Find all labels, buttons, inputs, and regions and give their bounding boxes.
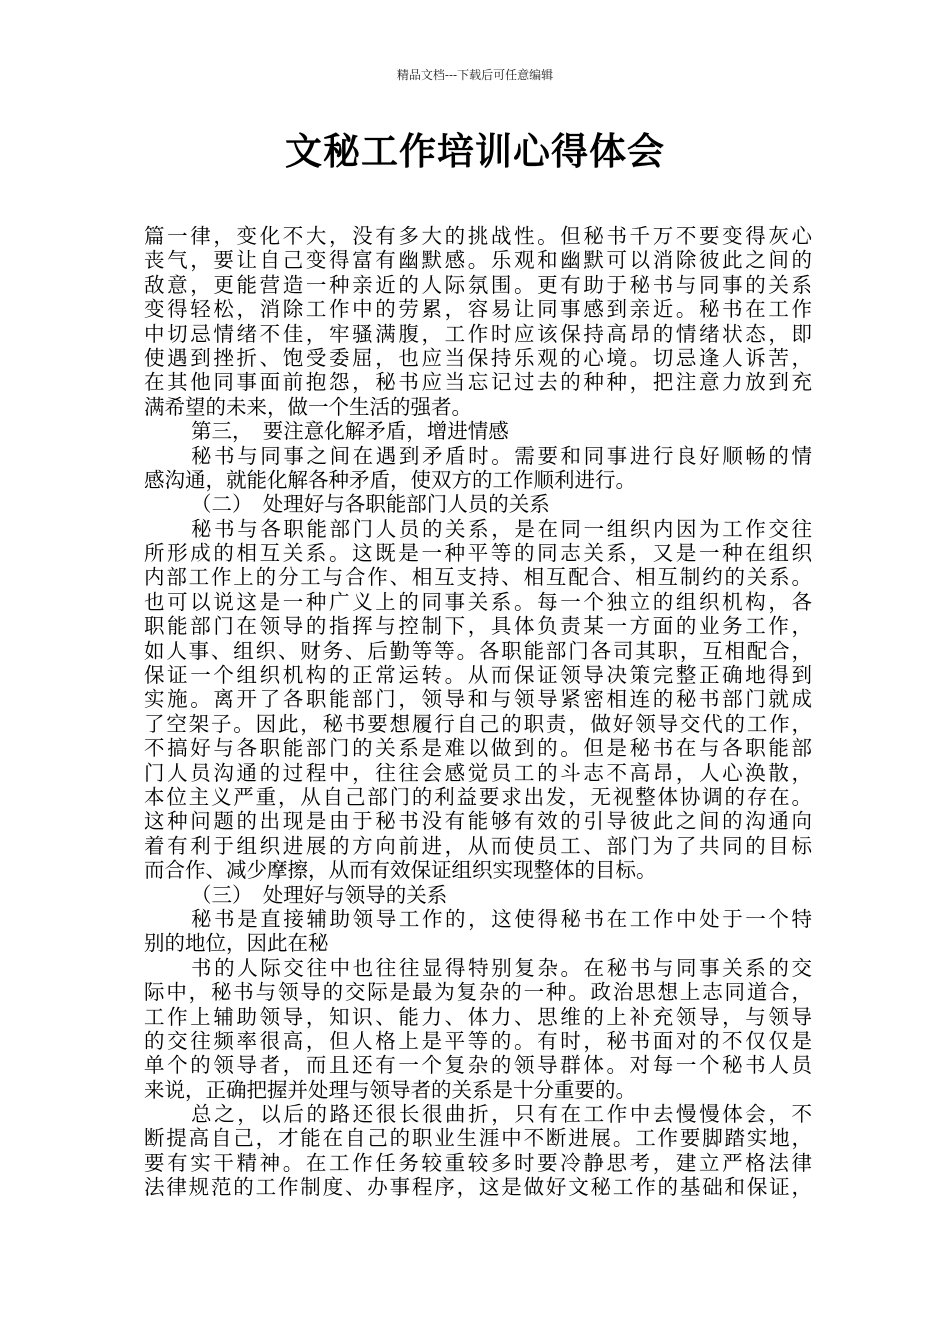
text-line: 际中，秘书与领导的交际是最为复杂的一种。政治思想上志同道合， [144,980,812,1005]
section-heading: （三） 处理好与领导的关系 [191,882,448,907]
text-line: 职能部门在领导的指挥与控制下，具体负责某一方面的业务工作， [144,614,812,639]
section-heading: （二） 处理好与各职能部门人员的关系 [191,492,550,517]
text-line: 如人事、组织、财务、后勤等等。各职能部门各司其职，互相配合， [144,638,812,663]
text-line: 满希望的未来，做一个生活的强者。 [144,394,472,419]
text-line: 中切忌情绪不佳，牢骚满腹，工作时应该保持高昂的情绪状态，即 [144,321,812,346]
document-title: 文秘工作培训心得体会 [285,130,665,173]
text-line: 着有利于组织进展的方向前进，从而使员工、部门为了共同的目标 [144,833,812,858]
text-line: 实施。离开了各职能部门，领导和与领导紧密相连的秘书部门就成 [144,687,812,712]
text-line: 来说，正确把握并处理与领导者的关系是十分重要的。 [144,1077,636,1102]
text-line: 不搞好与各职能部门的关系是难以做到的。但是秘书在与各职能部 [144,736,812,761]
text-line: 法律规范的工作制度、办事程序，这是做好文秘工作的基础和保证， [144,1175,812,1200]
text-line: 使遇到挫折、饱受委屈，也应当保持乐观的心境。切忌逢人诉苦， [144,345,812,370]
text-line: 变得轻松，消除工作中的劳累，容易让同事感到亲近。秘书在工作 [144,297,812,322]
text-line: 丧气，要让自己变得富有幽默感。乐观和幽默可以消除彼此之间的 [144,248,812,273]
text-line: 所形成的相互关系。这既是一种平等的同志关系，又是一种在组织 [144,541,812,566]
text-line: 了空架子。因此，秘书要想履行自己的职责，做好领导交代的工作， [144,711,812,736]
text-line: 秘书与同事之间在遇到矛盾时。需要和同事进行良好顺畅的情 [191,443,812,468]
header-note: 精品文档---下载后可任意编辑 [396,68,554,82]
text-line: 别的地位，因此在秘 [144,931,329,956]
document-body [144,224,812,1200]
text-line: 在其他同事面前抱怨，秘书应当忘记过去的种种，把注意力放到充 [144,370,812,395]
text-line: 要有实干精神。在工作任务较重较多时要冷静思考，建立严格法律 [144,1150,812,1175]
text-line: 秘书与各职能部门人员的关系，是在同一组织内因为工作交往 [191,516,812,541]
text-line: 断提高自己，才能在自己的职业生涯中不断进展。工作要脚踏实地， [144,1126,812,1151]
text-line: 书的人际交往中也往往显得特别复杂。在秘书与同事关系的交 [191,955,812,980]
text-line: 也可以说这是一种广义上的同事关系。每一个独立的组织机构，各 [144,589,812,614]
text-line: 感沟通，就能化解各种矛盾，使双方的工作顺利进行。 [144,467,636,492]
text-line: 的交往频率很高，但人格上是平等的。有时，秘书面对的不仅仅是 [144,1028,812,1053]
text-line: 秘书是直接辅助领导工作的，这使得秘书在工作中处于一个特 [191,906,812,931]
section-heading: 第三， 要注意化解矛盾，增进情感 [191,419,509,444]
text-line: 总之，以后的路还很长很曲折，只有在工作中去慢慢体会，不 [191,1102,812,1127]
text-line: 工作上辅助领导，知识、能力、体力、思维的上补充领导，与领导 [144,1004,812,1029]
text-line: 本位主义严重，从自己部门的利益要求出发，无视整体协调的存在。 [144,784,812,809]
text-line: 单个的领导者，而且还有一个复杂的领导群体。对每一个秘书人员 [144,1053,812,1078]
text-line: 保证一个组织机构的正常运转。从而保证领导决策完整正确地得到 [144,663,812,688]
text-line: 敌意，更能营造一种亲近的人际氛围。更有助于秘书与同事的关系 [144,272,812,297]
text-line: 内部工作上的分工与合作、相互支持、相互配合、相互制约的关系。 [144,565,812,590]
text-line: 而合作、减少摩擦，从而有效保证组织实现整体的目标。 [144,858,657,883]
text-line: 这种问题的出现是由于秘书没有能够有效的引导彼此之间的沟通向 [144,809,812,834]
text-line: 篇一律，变化不大，没有多大的挑战性。但秘书千万不要变得灰心 [144,224,812,248]
text-line: 门人员沟通的过程中，往往会感觉员工的斗志不高昂，人心涣散， [144,760,812,785]
